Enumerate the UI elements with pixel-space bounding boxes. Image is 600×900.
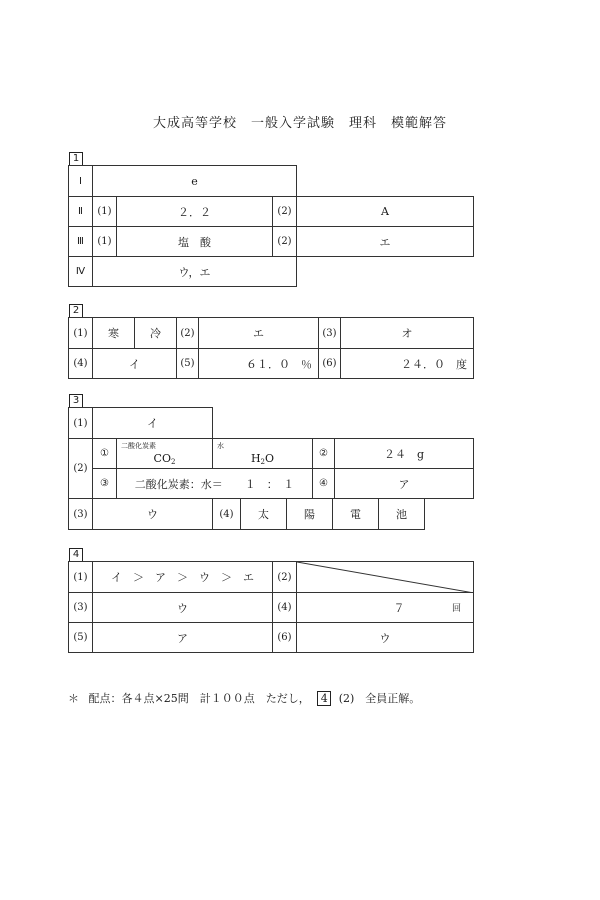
sub-label: (2) bbox=[69, 439, 93, 499]
answer-cell: イ bbox=[93, 349, 177, 379]
page-title: 大成高等学校 一般入学試験 理科 模範解答 bbox=[152, 116, 447, 131]
answer-cell: ２４．０ 度 bbox=[341, 349, 474, 379]
sub-label: (3) bbox=[69, 499, 93, 530]
asterisk-mark: ＊ bbox=[68, 692, 79, 705]
question-number-3: 3 bbox=[69, 394, 83, 408]
sub-label: (1) bbox=[93, 227, 117, 257]
answer-cell: ウ bbox=[93, 499, 213, 530]
answer-cell-part: 寒 bbox=[93, 318, 135, 349]
circle-label: ① bbox=[93, 439, 117, 469]
circle-label: ④ bbox=[313, 469, 335, 499]
sub-label: (2) bbox=[273, 562, 297, 593]
h2o-caption: 水 bbox=[217, 442, 224, 450]
row-3-1 bbox=[69, 408, 474, 439]
diagonal-line bbox=[297, 562, 474, 593]
answer-cell: ウ bbox=[93, 593, 273, 623]
row-3-2a bbox=[69, 439, 474, 469]
answer-cell: エ bbox=[199, 318, 319, 349]
sub-label: (2) bbox=[177, 318, 199, 349]
co2-formula: CO bbox=[153, 451, 171, 465]
answer-cell: ６１．０ ％ bbox=[199, 349, 319, 379]
row-1-4 bbox=[69, 257, 474, 287]
row-4-2 bbox=[69, 593, 474, 623]
sub-label: (2) bbox=[273, 197, 297, 227]
co2-caption: 二酸化炭素 bbox=[121, 442, 156, 450]
answer-cell: イ ＞ ア ＞ ウ ＞ エ bbox=[93, 562, 273, 593]
scoring-text: 配点：各４点×25問 計１００点 ただし， bbox=[88, 692, 310, 705]
answer-table-4 bbox=[68, 561, 474, 653]
sub-label: (1) bbox=[93, 197, 117, 227]
row-4-1 bbox=[69, 562, 474, 593]
sub-label: (3) bbox=[319, 318, 341, 349]
answer-cell: エ bbox=[297, 227, 474, 257]
row-3-2b bbox=[69, 469, 474, 499]
sub-label: (3) bbox=[69, 593, 93, 623]
question-ref-box: 4 bbox=[317, 691, 331, 706]
sub-label: (1) bbox=[69, 318, 93, 349]
row-label: Ⅰ bbox=[69, 166, 93, 197]
row-label: Ⅱ bbox=[69, 197, 93, 227]
answer-cell-part: 冷 bbox=[135, 318, 177, 349]
answer-table-3-bottom bbox=[68, 498, 425, 530]
sub-label: (1) bbox=[69, 408, 93, 439]
co2-subscript: 2 bbox=[170, 457, 176, 466]
h2o-cell bbox=[213, 439, 313, 469]
circle-label: ③ bbox=[93, 469, 117, 499]
answer-unit: 回 bbox=[451, 604, 461, 614]
answer-cell: e bbox=[93, 166, 297, 197]
row-label: Ⅳ bbox=[69, 257, 93, 287]
question-number-1: 1 bbox=[69, 152, 83, 166]
row-1-1 bbox=[69, 166, 474, 197]
answer-cell: ２４ g bbox=[335, 439, 474, 469]
question-number-2: 2 bbox=[69, 304, 83, 318]
row-2-1 bbox=[69, 318, 474, 349]
row-1-2 bbox=[69, 197, 474, 227]
scoring-note bbox=[68, 690, 420, 706]
sub-label: (2) bbox=[273, 227, 297, 257]
answer-value: ７ bbox=[393, 601, 405, 615]
answer-table-2 bbox=[68, 317, 474, 379]
circle-label: ② bbox=[313, 439, 335, 469]
scoring-text-2: (2) 全員正解。 bbox=[338, 692, 421, 705]
sub-label: (4) bbox=[273, 593, 297, 623]
answer-char: 陽 bbox=[287, 499, 333, 530]
sub-label: (1) bbox=[69, 562, 93, 593]
answer-cell: A bbox=[297, 197, 474, 227]
answer-cell: ウ，エ bbox=[93, 257, 297, 287]
answer-char: 電 bbox=[333, 499, 379, 530]
row-2-2 bbox=[69, 349, 474, 379]
row-label: Ⅲ bbox=[69, 227, 93, 257]
answer-cell: ２．２ bbox=[117, 197, 273, 227]
answer-cell-count bbox=[297, 593, 474, 623]
question-number-4: 4 bbox=[69, 548, 83, 562]
answer-cell: ア bbox=[93, 623, 273, 653]
sub-label: (5) bbox=[69, 623, 93, 653]
answer-cell: 二酸化炭素：水＝ １ ： １ bbox=[117, 469, 313, 499]
h2o-subscript: 2 bbox=[260, 457, 266, 466]
answer-table-1 bbox=[68, 165, 474, 287]
answer-cell: イ bbox=[93, 408, 213, 439]
row-3-4 bbox=[69, 499, 425, 530]
co2-cell bbox=[117, 439, 213, 469]
answer-char: 池 bbox=[379, 499, 425, 530]
sub-label: (6) bbox=[319, 349, 341, 379]
answer-cell: ア bbox=[335, 469, 474, 499]
row-4-3 bbox=[69, 623, 474, 653]
answer-table-3 bbox=[68, 407, 474, 499]
crossed-cell bbox=[297, 562, 474, 593]
answer-cell: オ bbox=[341, 318, 474, 349]
answer-cell: 塩 酸 bbox=[117, 227, 273, 257]
h2o-formula-a: H bbox=[250, 451, 261, 465]
sub-label: (4) bbox=[69, 349, 93, 379]
sub-label: (4) bbox=[213, 499, 241, 530]
answer-char: 太 bbox=[241, 499, 287, 530]
sub-label: (6) bbox=[273, 623, 297, 653]
h2o-formula-b: O bbox=[265, 451, 275, 465]
sub-label: (5) bbox=[177, 349, 199, 379]
answer-cell: ウ bbox=[297, 623, 474, 653]
row-1-3 bbox=[69, 227, 474, 257]
